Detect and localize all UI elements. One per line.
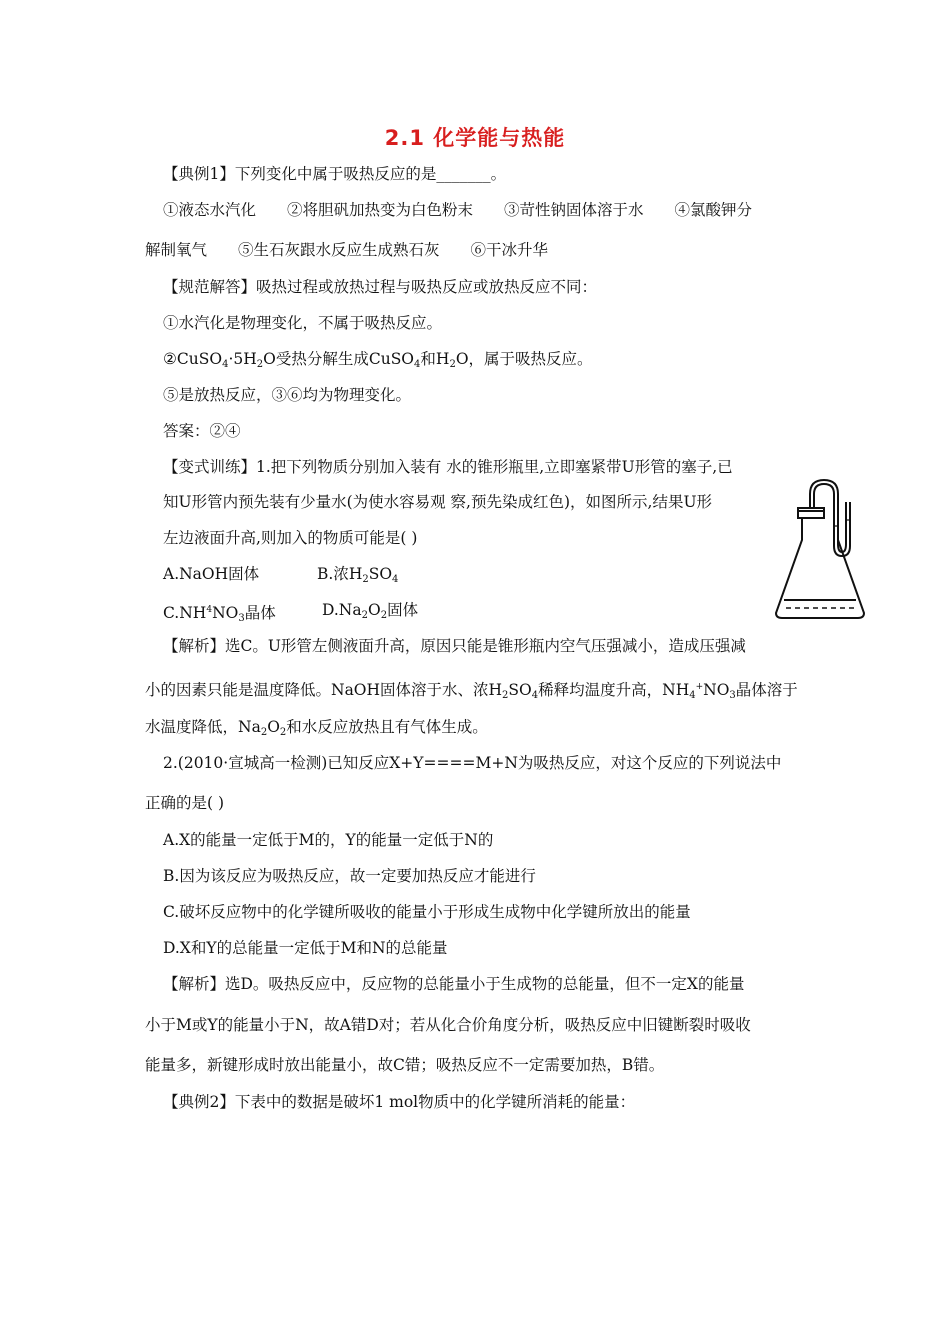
q2-option-d: D.X和Y的总能量一定低于M和N的总能量: [163, 939, 448, 957]
conical-flask-u-tube-diagram: [770, 478, 870, 623]
q2-option-c: C.破坏反应物中的化学键所吸收的能量小于形成生成物中化学键所放出的能量: [163, 903, 691, 921]
variant-line2: 知U形管内预先装有少量水(为使水容易观 察,预先染成红色)，如图所示,结果U形: [163, 493, 713, 511]
q2-option-a: A.X的能量一定低于M的，Y的能量一定低于N的: [163, 831, 494, 849]
variant-analysis-line3: 水温度降低，$Na_2O_2$和水反应放热且有气体生成。: [145, 718, 488, 738]
q2-analysis-line2: 小于M或Y的能量小于N，故A错D对；若从化合价角度分析，吸热反应中旧键断裂时吸收: [145, 1016, 751, 1034]
example1-answer-line2: $②CuSO_4\cdot 5H_2O$受热分解生成CuSO$_4$和$H_2O$，属于吸热反应。: [163, 350, 593, 370]
example1-answer-intro: 【规范解答】吸热过程或放热过程与吸热反应或放热反应不同：: [163, 278, 598, 296]
example1-options-line1: ①液态水汽化 ②将胆矾加热变为白色粉末 ③苛性钠固体溶于水 ④氯酸钾分: [163, 201, 753, 219]
variant-line3: 左边液面升高,则加入的物质可能是( ): [163, 529, 418, 547]
variant-analysis-line1: 【解析】选C。U形管左侧液面升高，原因只能是锥形瓶内空气压强减小，造成压强减: [163, 637, 746, 655]
variant-option-a: A.NaOH固体: [163, 565, 260, 583]
q2-option-b: B.因为该反应为吸热反应，故一定要加热反应才能进行: [163, 867, 536, 885]
variant-option-d: $D.Na_2O_2$固体: [322, 601, 419, 621]
variant-option-b: B.浓$H_2SO_4$: [317, 565, 399, 585]
q2-analysis-line1: 【解析】选D。吸热反应中，反应物的总能量小于生成物的总能量，但不一定X的能量: [163, 975, 745, 993]
q2-line2: 正确的是( ): [145, 794, 225, 812]
variant-option-c: $C.NH^4NO_3$晶体: [163, 604, 276, 624]
variant-line1: 【变式训练】1.把下列物质分别加入装有 水的锥形瓶里,立即塞紧带U形管的塞子,已: [163, 458, 733, 476]
example1-answer-line3: ⑤是放热反应，③⑥均为物理变化。: [163, 386, 412, 404]
page-title: 2.1 化学能与热能: [384, 126, 566, 150]
example1-answer-final: 答案：②④: [163, 422, 241, 440]
example1-answer-line1: ①水汽化是物理变化，不属于吸热反应。: [163, 314, 443, 332]
example1-options-line2: 解制氧气 ⑤生石灰跟水反应生成熟石灰 ⑥干冰升华: [145, 241, 549, 259]
q2-line1: 2.(2010·宣城高一检测)已知反应X+Y====M+N为吸热反应，对这个反应的下列说法中: [163, 754, 782, 772]
variant-analysis-line2: 小的因素只能是温度降低。NaOH固体溶于水、浓$H_2SO_4$稀释均温度升高，$NH_4^+NO_3$晶体溶于: [145, 681, 798, 701]
example1-question: 【典例1】下列变化中属于吸热反应的是_______。: [163, 165, 507, 183]
example2-question: 【典例2】下表中的数据是破坏1 mol物质中的化学键所消耗的能量：: [163, 1093, 636, 1111]
q2-analysis-line3: 能量多，新键形成时放出能量小，故C错；吸热反应不一定需要加热，B错。: [145, 1056, 665, 1074]
